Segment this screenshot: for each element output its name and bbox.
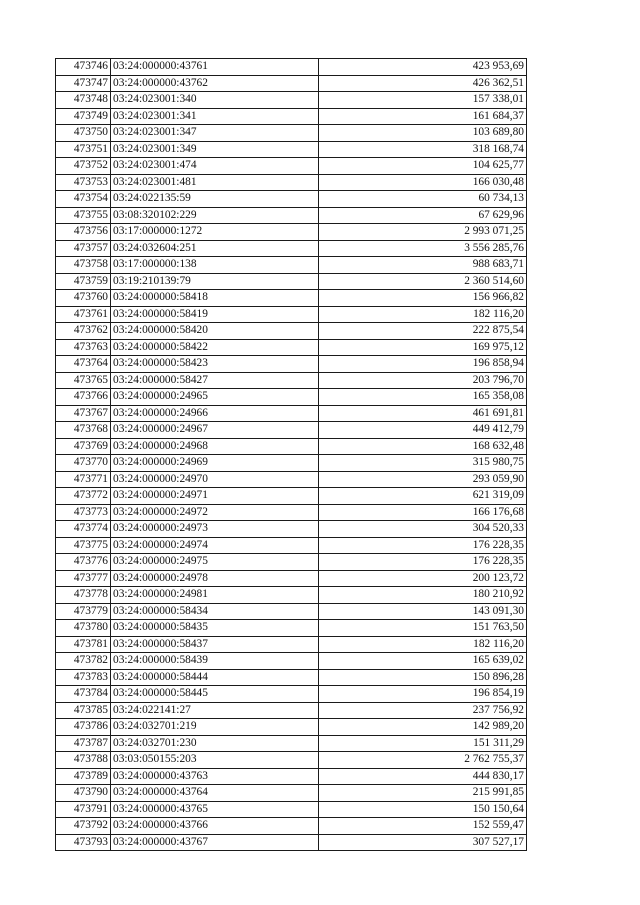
row-number-cell: 473774 bbox=[56, 521, 111, 538]
table-row bbox=[56, 752, 527, 769]
row-number-cell: 473758 bbox=[56, 257, 111, 274]
table-row bbox=[56, 306, 527, 323]
row-number-cell: 473746 bbox=[56, 59, 111, 76]
value-cell: 166 030,48 bbox=[319, 174, 527, 191]
table-body bbox=[56, 59, 527, 851]
cadastral-number-cell: 03:24:000000:24971 bbox=[111, 488, 319, 505]
row-number-cell: 473772 bbox=[56, 488, 111, 505]
row-number-cell: 473775 bbox=[56, 537, 111, 554]
value-cell: 166 176,68 bbox=[319, 504, 527, 521]
cadastral-number-cell: 03:24:032701:219 bbox=[111, 719, 319, 736]
cadastral-number-cell: 03:24:000000:58422 bbox=[111, 339, 319, 356]
table-row bbox=[56, 141, 527, 158]
row-number-cell: 473770 bbox=[56, 455, 111, 472]
row-number-cell: 473776 bbox=[56, 554, 111, 571]
row-number-cell: 473791 bbox=[56, 801, 111, 818]
table-row bbox=[56, 240, 527, 257]
cadastral-number-cell: 03:24:000000:58423 bbox=[111, 356, 319, 373]
table-row bbox=[56, 471, 527, 488]
row-number-cell: 473762 bbox=[56, 323, 111, 340]
row-number-cell: 473793 bbox=[56, 834, 111, 851]
value-cell: 304 520,33 bbox=[319, 521, 527, 538]
table-row bbox=[56, 455, 527, 472]
value-cell: 151 763,50 bbox=[319, 620, 527, 637]
row-number-cell: 473757 bbox=[56, 240, 111, 257]
value-cell: 165 639,02 bbox=[319, 653, 527, 670]
cadastral-number-cell: 03:24:000000:24973 bbox=[111, 521, 319, 538]
cadastral-number-cell: 03:24:000000:24974 bbox=[111, 537, 319, 554]
value-cell: 168 632,48 bbox=[319, 438, 527, 455]
cadastral-number-cell: 03:24:023001:340 bbox=[111, 92, 319, 109]
row-number-cell: 473779 bbox=[56, 603, 111, 620]
cadastral-number-cell: 03:24:000000:43767 bbox=[111, 834, 319, 851]
value-cell: 196 858,94 bbox=[319, 356, 527, 373]
value-cell: 176 228,35 bbox=[319, 554, 527, 571]
cadastral-number-cell: 03:24:000000:24967 bbox=[111, 422, 319, 439]
table-row bbox=[56, 620, 527, 637]
cadastral-number-cell: 03:24:022141:27 bbox=[111, 702, 319, 719]
table-row bbox=[56, 273, 527, 290]
table-row bbox=[56, 339, 527, 356]
table-row bbox=[56, 422, 527, 439]
row-number-cell: 473752 bbox=[56, 158, 111, 175]
cadastral-number-cell: 03:03:050155:203 bbox=[111, 752, 319, 769]
row-number-cell: 473750 bbox=[56, 125, 111, 142]
table-row bbox=[56, 488, 527, 505]
cadastral-number-cell: 03:24:000000:58435 bbox=[111, 620, 319, 637]
cadastral-number-cell: 03:24:000000:24978 bbox=[111, 570, 319, 587]
row-number-cell: 473767 bbox=[56, 405, 111, 422]
cadastral-number-cell: 03:24:000000:58444 bbox=[111, 669, 319, 686]
value-cell: 293 059,90 bbox=[319, 471, 527, 488]
table-row bbox=[56, 125, 527, 142]
value-cell: 157 338,01 bbox=[319, 92, 527, 109]
value-cell: 182 116,20 bbox=[319, 306, 527, 323]
value-cell: 2 762 755,37 bbox=[319, 752, 527, 769]
cadastral-number-cell: 03:24:000000:24972 bbox=[111, 504, 319, 521]
cadastral-number-cell: 03:24:000000:58439 bbox=[111, 653, 319, 670]
table-row bbox=[56, 207, 527, 224]
value-cell: 318 168,74 bbox=[319, 141, 527, 158]
value-cell: 156 966,82 bbox=[319, 290, 527, 307]
row-number-cell: 473773 bbox=[56, 504, 111, 521]
cadastral-number-cell: 03:17:000000:1272 bbox=[111, 224, 319, 241]
table-row bbox=[56, 603, 527, 620]
value-cell: 2 360 514,60 bbox=[319, 273, 527, 290]
table-row bbox=[56, 59, 527, 76]
row-number-cell: 473749 bbox=[56, 108, 111, 125]
row-number-cell: 473763 bbox=[56, 339, 111, 356]
row-number-cell: 473765 bbox=[56, 372, 111, 389]
cadastral-number-cell: 03:17:000000:138 bbox=[111, 257, 319, 274]
value-cell: 169 975,12 bbox=[319, 339, 527, 356]
cadastral-number-cell: 03:24:023001:347 bbox=[111, 125, 319, 142]
table-row bbox=[56, 537, 527, 554]
cadastral-value-table bbox=[55, 58, 527, 851]
row-number-cell: 473755 bbox=[56, 207, 111, 224]
cadastral-number-cell: 03:24:023001:474 bbox=[111, 158, 319, 175]
value-cell: 150 896,28 bbox=[319, 669, 527, 686]
table-row bbox=[56, 75, 527, 92]
table-row bbox=[56, 372, 527, 389]
value-cell: 161 684,37 bbox=[319, 108, 527, 125]
value-cell: 103 689,80 bbox=[319, 125, 527, 142]
value-cell: 143 091,30 bbox=[319, 603, 527, 620]
row-number-cell: 473761 bbox=[56, 306, 111, 323]
table-row bbox=[56, 323, 527, 340]
value-cell: 142 989,20 bbox=[319, 719, 527, 736]
value-cell: 423 953,69 bbox=[319, 59, 527, 76]
cadastral-number-cell: 03:24:000000:43761 bbox=[111, 59, 319, 76]
cadastral-number-cell: 03:24:000000:43764 bbox=[111, 785, 319, 802]
row-number-cell: 473751 bbox=[56, 141, 111, 158]
table-row bbox=[56, 702, 527, 719]
row-number-cell: 473766 bbox=[56, 389, 111, 406]
value-cell: 3 556 285,76 bbox=[319, 240, 527, 257]
cadastral-number-cell: 03:24:000000:43765 bbox=[111, 801, 319, 818]
row-number-cell: 473792 bbox=[56, 818, 111, 835]
row-number-cell: 473782 bbox=[56, 653, 111, 670]
row-number-cell: 473781 bbox=[56, 636, 111, 653]
table-row bbox=[56, 174, 527, 191]
value-cell: 621 319,09 bbox=[319, 488, 527, 505]
table-row bbox=[56, 504, 527, 521]
table-row bbox=[56, 158, 527, 175]
cadastral-number-cell: 03:24:023001:349 bbox=[111, 141, 319, 158]
cadastral-number-cell: 03:24:000000:58445 bbox=[111, 686, 319, 703]
row-number-cell: 473790 bbox=[56, 785, 111, 802]
table-row bbox=[56, 785, 527, 802]
value-cell: 196 854,19 bbox=[319, 686, 527, 703]
cadastral-number-cell: 03:08:320102:229 bbox=[111, 207, 319, 224]
cadastral-number-cell: 03:24:023001:481 bbox=[111, 174, 319, 191]
row-number-cell: 473754 bbox=[56, 191, 111, 208]
row-number-cell: 473753 bbox=[56, 174, 111, 191]
value-cell: 449 412,79 bbox=[319, 422, 527, 439]
value-cell: 215 991,85 bbox=[319, 785, 527, 802]
row-number-cell: 473786 bbox=[56, 719, 111, 736]
table-row bbox=[56, 735, 527, 752]
value-cell: 2 993 071,25 bbox=[319, 224, 527, 241]
table-row bbox=[56, 92, 527, 109]
row-number-cell: 473780 bbox=[56, 620, 111, 637]
row-number-cell: 473748 bbox=[56, 92, 111, 109]
value-cell: 151 311,29 bbox=[319, 735, 527, 752]
cadastral-number-cell: 03:24:000000:43763 bbox=[111, 768, 319, 785]
table-row bbox=[56, 191, 527, 208]
table-row bbox=[56, 257, 527, 274]
cadastral-number-cell: 03:24:023001:341 bbox=[111, 108, 319, 125]
cadastral-number-cell: 03:24:000000:24969 bbox=[111, 455, 319, 472]
table-row bbox=[56, 587, 527, 604]
cadastral-number-cell: 03:24:022135:59 bbox=[111, 191, 319, 208]
table-row bbox=[56, 108, 527, 125]
value-cell: 426 362,51 bbox=[319, 75, 527, 92]
table-row bbox=[56, 389, 527, 406]
cadastral-number-cell: 03:24:000000:24966 bbox=[111, 405, 319, 422]
row-number-cell: 473756 bbox=[56, 224, 111, 241]
value-cell: 461 691,81 bbox=[319, 405, 527, 422]
cadastral-number-cell: 03:24:032604:251 bbox=[111, 240, 319, 257]
cadastral-number-cell: 03:24:000000:24975 bbox=[111, 554, 319, 571]
row-number-cell: 473769 bbox=[56, 438, 111, 455]
value-cell: 203 796,70 bbox=[319, 372, 527, 389]
value-cell: 988 683,71 bbox=[319, 257, 527, 274]
value-cell: 182 116,20 bbox=[319, 636, 527, 653]
cadastral-number-cell: 03:24:000000:24968 bbox=[111, 438, 319, 455]
table-row bbox=[56, 686, 527, 703]
table-row bbox=[56, 719, 527, 736]
value-cell: 152 559,47 bbox=[319, 818, 527, 835]
row-number-cell: 473788 bbox=[56, 752, 111, 769]
value-cell: 67 629,96 bbox=[319, 207, 527, 224]
row-number-cell: 473777 bbox=[56, 570, 111, 587]
value-cell: 237 756,92 bbox=[319, 702, 527, 719]
row-number-cell: 473760 bbox=[56, 290, 111, 307]
cadastral-number-cell: 03:24:000000:24981 bbox=[111, 587, 319, 604]
table-row bbox=[56, 801, 527, 818]
value-cell: 150 150,64 bbox=[319, 801, 527, 818]
table-row bbox=[56, 356, 527, 373]
cadastral-number-cell: 03:24:000000:58427 bbox=[111, 372, 319, 389]
row-number-cell: 473784 bbox=[56, 686, 111, 703]
value-cell: 315 980,75 bbox=[319, 455, 527, 472]
table-row bbox=[56, 636, 527, 653]
cadastral-number-cell: 03:24:000000:58419 bbox=[111, 306, 319, 323]
value-cell: 104 625,77 bbox=[319, 158, 527, 175]
table-row bbox=[56, 521, 527, 538]
row-number-cell: 473747 bbox=[56, 75, 111, 92]
value-cell: 200 123,72 bbox=[319, 570, 527, 587]
cadastral-number-cell: 03:24:000000:43766 bbox=[111, 818, 319, 835]
row-number-cell: 473787 bbox=[56, 735, 111, 752]
row-number-cell: 473771 bbox=[56, 471, 111, 488]
row-number-cell: 473778 bbox=[56, 587, 111, 604]
cadastral-number-cell: 03:24:000000:58418 bbox=[111, 290, 319, 307]
cadastral-number-cell: 03:24:000000:24965 bbox=[111, 389, 319, 406]
row-number-cell: 473789 bbox=[56, 768, 111, 785]
table-row bbox=[56, 669, 527, 686]
value-cell: 307 527,17 bbox=[319, 834, 527, 851]
value-cell: 180 210,92 bbox=[319, 587, 527, 604]
value-cell: 60 734,13 bbox=[319, 191, 527, 208]
row-number-cell: 473768 bbox=[56, 422, 111, 439]
table-row bbox=[56, 224, 527, 241]
table-row bbox=[56, 290, 527, 307]
cadastral-number-cell: 03:19:210139:79 bbox=[111, 273, 319, 290]
table-row bbox=[56, 554, 527, 571]
cadastral-number-cell: 03:24:000000:58434 bbox=[111, 603, 319, 620]
cadastral-number-cell: 03:24:000000:58437 bbox=[111, 636, 319, 653]
row-number-cell: 473759 bbox=[56, 273, 111, 290]
value-cell: 165 358,08 bbox=[319, 389, 527, 406]
cadastral-number-cell: 03:24:000000:58420 bbox=[111, 323, 319, 340]
value-cell: 444 830,17 bbox=[319, 768, 527, 785]
row-number-cell: 473785 bbox=[56, 702, 111, 719]
cadastral-number-cell: 03:24:000000:43762 bbox=[111, 75, 319, 92]
value-cell: 222 875,54 bbox=[319, 323, 527, 340]
table-row bbox=[56, 768, 527, 785]
table-row bbox=[56, 405, 527, 422]
row-number-cell: 473783 bbox=[56, 669, 111, 686]
table-row bbox=[56, 570, 527, 587]
cadastral-number-cell: 03:24:000000:24970 bbox=[111, 471, 319, 488]
table-row bbox=[56, 834, 527, 851]
row-number-cell: 473764 bbox=[56, 356, 111, 373]
value-cell: 176 228,35 bbox=[319, 537, 527, 554]
table-row bbox=[56, 438, 527, 455]
table-row bbox=[56, 818, 527, 835]
table-row bbox=[56, 653, 527, 670]
cadastral-number-cell: 03:24:032701:230 bbox=[111, 735, 319, 752]
